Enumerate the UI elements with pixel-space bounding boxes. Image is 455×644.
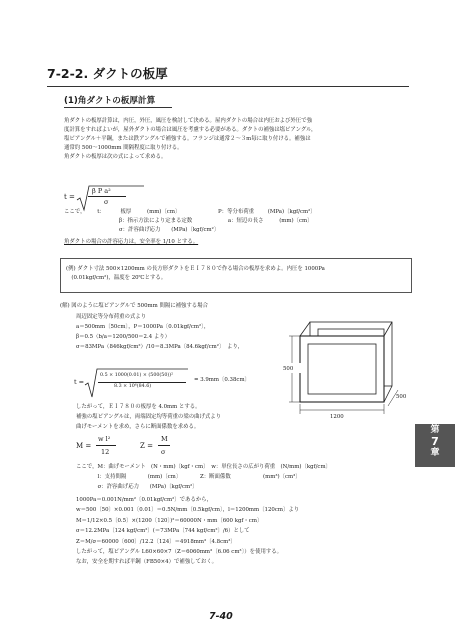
z-denominator: σ	[161, 448, 166, 456]
chapter-tab-char: 章	[430, 448, 440, 458]
def2-line: σ：許容曲げ応力 (MPa)〔kgf/cm²〕	[76, 484, 198, 490]
calc-line: なお，安全を期すれば平鋼（FB50×4）で補強しておく。	[76, 559, 217, 566]
def2-line: ここで，M：曲げモーメント (N・mm)〔kgf・cm〕 w：単位長さの広がり荷重 (N/mm)〔kgf/cm〕	[76, 464, 331, 470]
def-t-desc: 板厚	[120, 209, 132, 215]
z-lhs: Z =	[140, 442, 153, 450]
chapter-tab	[415, 424, 455, 467]
answer-line: σ＝83MPa（846kgf/cm²）/10＝8.3MPa〔84.6kgf/cm²〕 より，	[76, 344, 244, 350]
m-lhs: M =	[76, 442, 92, 450]
def-beta-row	[119, 217, 313, 226]
intro-line: 塩ビアングル＋平鋼，または鉄アングルで補強する。フランジは通常２～３m毎に取り付ける。補強は	[64, 136, 311, 142]
subsection-rule	[64, 107, 172, 108]
formula2-denominator: 8.3 × 10⁶(84.6)	[114, 384, 152, 389]
m-denominator: 12	[101, 448, 110, 456]
fraction-bar	[88, 196, 126, 197]
fig-label-height: 500	[283, 366, 294, 372]
calc-line: したがって，塩ビアングル L60×60×7（Z＝6060mm³〔6.06 cm³〕）を使用する。	[76, 549, 283, 556]
sqrt-sign-2	[84, 367, 190, 399]
calc-line: M＝1/12×0.5〔0.5〕×(1200〔120〕)²＝60000N・mm〔600 kgf・cm〕	[76, 517, 263, 524]
answer-line: β＝0.5（b/a＝1200/500＝2.4 より）	[76, 334, 171, 340]
after-line: したがって，ＥＩ７８０の板厚を 4.0mm とする。	[76, 404, 201, 410]
formula-lhs: t =	[64, 193, 75, 201]
formula-numerator: β P a²	[92, 187, 111, 195]
z-fraction-bar	[158, 445, 170, 446]
calc-line: Z＝M/σ＝60000〔600〕/12.2〔124〕＝4918mm³〔4.8cm³〕	[76, 538, 236, 545]
after-block	[76, 402, 221, 432]
calc-line: σ＝12.2MPa〔124 kgf/cm²〕(＝73MPa〔744 kgf/cm²〕/6）として	[76, 528, 250, 535]
def-a: a：短辺の長さ	[227, 218, 264, 224]
section-rule	[47, 86, 409, 87]
intro-line: 角ダクトの板厚は次の式によって求める。	[64, 154, 167, 160]
m-numerator: w l²	[98, 435, 111, 443]
example-text	[66, 265, 325, 283]
intro-line: 通常約 500～1000mm 間隔程度に取り付ける。	[64, 145, 183, 151]
z-numerator: M	[161, 435, 168, 443]
allowable-stress-note: 角ダクトの場合の許容応力は，安全率を 1/10 とする。	[64, 239, 199, 245]
duct-figure	[280, 318, 415, 436]
defs-lead: ここで，	[64, 209, 86, 215]
example-line: (例) ダクト寸法 500×1200mm の長方形ダクトをＥＩ７８０で作る場合の板厚を求めよ。内圧を 1000Pa	[66, 266, 325, 272]
def-beta: β：指示方法により定まる定数	[119, 218, 193, 224]
calculation-block	[76, 495, 299, 568]
formula-denominator: σ	[104, 198, 109, 206]
section-title: 7-2-2. ダクトの板厚	[47, 66, 168, 81]
answer-line: 周辺固定等分布荷重の式より	[76, 314, 147, 320]
after-line: 曲げモーメントを求め，さらに断面係数を求める。	[76, 424, 200, 430]
fig-label-width: 1200	[330, 414, 344, 420]
after-line: 補強の塩ビアングルは，両端固定均等荷重の梁の曲げ式より	[76, 414, 222, 420]
page-number: 7-40	[209, 611, 233, 622]
answer-block	[76, 312, 243, 352]
fig-label-depth: 500	[396, 394, 407, 400]
m-fraction-bar	[96, 445, 116, 446]
formula-result	[74, 367, 284, 401]
subsection-title: (1)角ダクトの板厚計算	[64, 96, 156, 106]
def-p: P：等分布荷重	[218, 209, 255, 215]
formula2-lhs: t =	[74, 378, 85, 386]
fraction-bar-2	[98, 382, 186, 383]
definitions	[64, 208, 316, 217]
calc-line: 1000Pa＝0.001N/mm²〔0.01kgf/cm²〕であるから，	[76, 497, 213, 503]
chapter-tab-char: 第	[430, 425, 440, 435]
definitions-2	[76, 462, 331, 492]
answer-line: a＝500mm〔50cm〕，P＝1000Pa〔0.01kgf/cm²〕，	[76, 324, 210, 330]
chapter-tab-number: 7	[431, 435, 439, 448]
def-sigma: σ：許容曲げ応力 (MPa)〔kgf/cm²〕	[119, 227, 220, 233]
example-line: (0.01kgf/cm²)，温度を 20℃とする。	[66, 275, 167, 281]
answer-intro: (解) 図のように塩ビアングルで 500mm 間隔に補強する場合	[60, 303, 208, 309]
def-a-unit: (mm)〔cm〕	[279, 218, 313, 224]
def2-line: l：支持間隔 (mm)〔cm〕 Z：断面係数 (mm³)〔cm³〕	[76, 474, 301, 480]
def-t-unit: (mm)〔cm〕	[146, 209, 181, 215]
calc-line: w＝500〔50〕×0.001〔0.01〕＝0.5N/mm〔0.5kgf/cm〕，l＝1200mm〔120cm〕より	[76, 507, 300, 514]
intro-paragraph	[64, 117, 316, 162]
formula-moment	[76, 434, 196, 464]
def-t-symbol: t：	[97, 209, 105, 215]
formula2-result: = 3.9mm〔0.38cm〕	[194, 377, 250, 383]
formula2-numerator: 0.5 × 1000(0.01) × (500(50))²	[100, 373, 174, 378]
def-p-unit: (MPa)〔kgf/cm²〕	[267, 209, 316, 215]
intro-line: 角ダクトの板厚計算は，内圧，外圧，風圧を検討して決める。屋内ダクトの場合は内圧および外圧で強	[64, 118, 312, 124]
intro-line: 度計算をすればよいが，屋外ダクトの場合は風圧を考慮する必要がある。ダクトの補強は塩ビアングル，	[64, 127, 317, 133]
